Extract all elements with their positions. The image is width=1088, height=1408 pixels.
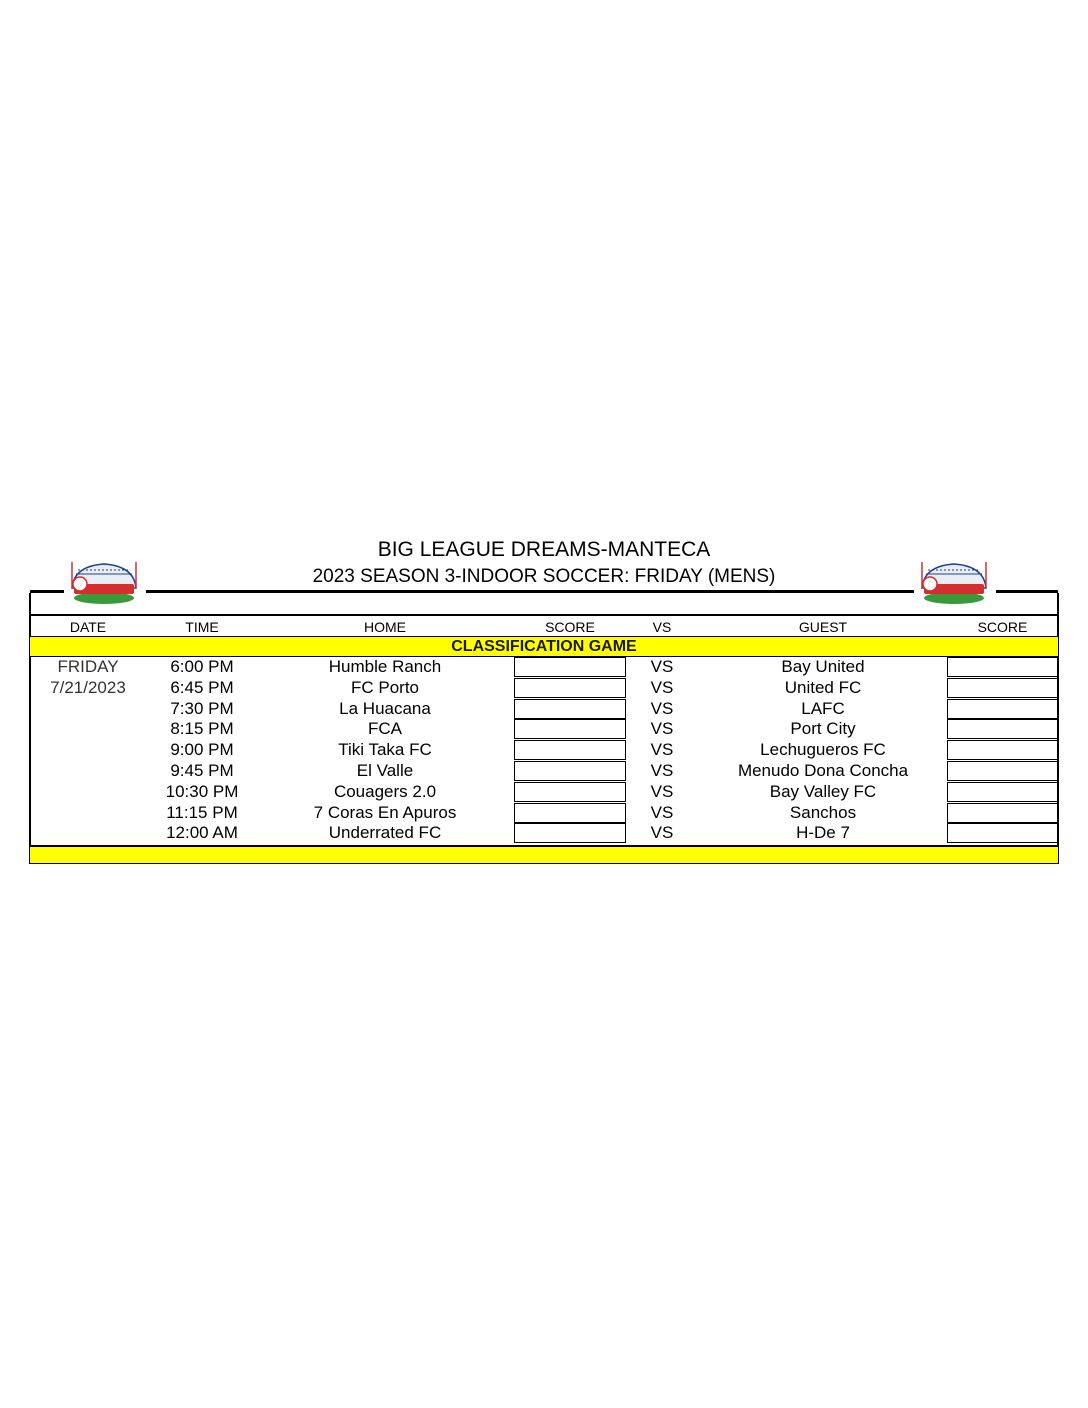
guest-team: Lechugueros FC [760,740,886,759]
home-score-box[interactable] [514,761,626,781]
table-divider [30,614,1058,616]
home-score-box[interactable] [514,678,626,698]
home-score-box[interactable] [514,803,626,823]
game-time: 7:30 PM [170,699,234,718]
guest-score-box[interactable] [947,678,1058,698]
game-time: 11:15 PM [166,803,238,822]
guest-team: Bay Valley FC [769,782,877,801]
home-team: Humble Ranch [328,657,442,676]
home-score-box[interactable] [514,782,626,802]
guest-score-box[interactable] [947,761,1058,781]
home-team: Couagers 2.0 [333,782,437,801]
home-team: La Huacana [339,699,431,718]
game-time: 10:30 PM [165,782,239,801]
page-title: BIG LEAGUE DREAMS-MANTECA [377,538,711,561]
vs-label: VS [650,719,674,738]
vs-label: VS [650,699,674,718]
section-banner [30,637,1058,657]
home-team: FC Porto [350,678,420,697]
guest-team: Menudo Dona Concha [737,761,909,780]
home-team: Tiki Taka FC [338,740,432,759]
vs-label: VS [650,782,674,801]
col-header-time: TIME [185,619,219,635]
col-header-vs: VS [652,619,672,635]
home-team: 7 Coras En Apuros [313,803,457,822]
vs-label: VS [650,761,674,780]
home-team: FCA [368,719,402,738]
game-time: 12:00 AM [166,823,238,842]
guest-team: United FC [784,678,862,697]
game-time: 6:45 PM [170,678,234,697]
day-date: 7/21/2023 [50,678,126,697]
guest-team: Sanchos [789,803,857,822]
home-score-box[interactable] [514,823,626,843]
guest-score-box[interactable] [947,782,1058,802]
guest-score-box[interactable] [947,740,1058,760]
guest-team: LAFC [801,699,845,718]
vs-label: VS [650,740,674,759]
footer-band [30,845,1058,863]
home-score-box[interactable] [514,657,626,677]
col-header-date: DATE [69,619,107,635]
home-team: El Valle [356,761,414,780]
section-label: CLASSIFICATION GAME [451,638,637,655]
home-team: Underrated FC [328,823,442,842]
guest-team: H-De 7 [796,823,850,842]
guest-team: Bay United [781,657,865,676]
vs-label: VS [650,823,674,842]
day-name: FRIDAY [57,657,119,676]
game-time: 8:15 PM [170,719,234,738]
home-score-box[interactable] [514,699,626,719]
game-time: 6:00 PM [170,657,234,676]
col-header-guest: GUEST [798,619,848,635]
guest-score-box[interactable] [947,803,1058,823]
game-time: 9:45 PM [170,761,234,780]
guest-score-box[interactable] [947,823,1058,843]
game-time: 9:00 PM [170,740,234,759]
guest-score-box[interactable] [947,657,1058,677]
page-subtitle: 2023 SEASON 3-INDOOR SOCCER: FRIDAY (MENS) [312,566,776,587]
guest-score-box[interactable] [947,719,1058,739]
vs-label: VS [650,803,674,822]
col-header-home-score: SCORE [545,619,595,635]
home-score-box[interactable] [514,740,626,760]
home-score-box[interactable] [514,719,626,739]
guest-team: Port City [790,719,856,738]
vs-label: VS [650,678,674,697]
col-header-home: HOME [364,619,406,635]
col-header-guest-score: SCORE [977,619,1028,635]
vs-label: VS [650,657,674,676]
guest-score-box[interactable] [947,699,1058,719]
